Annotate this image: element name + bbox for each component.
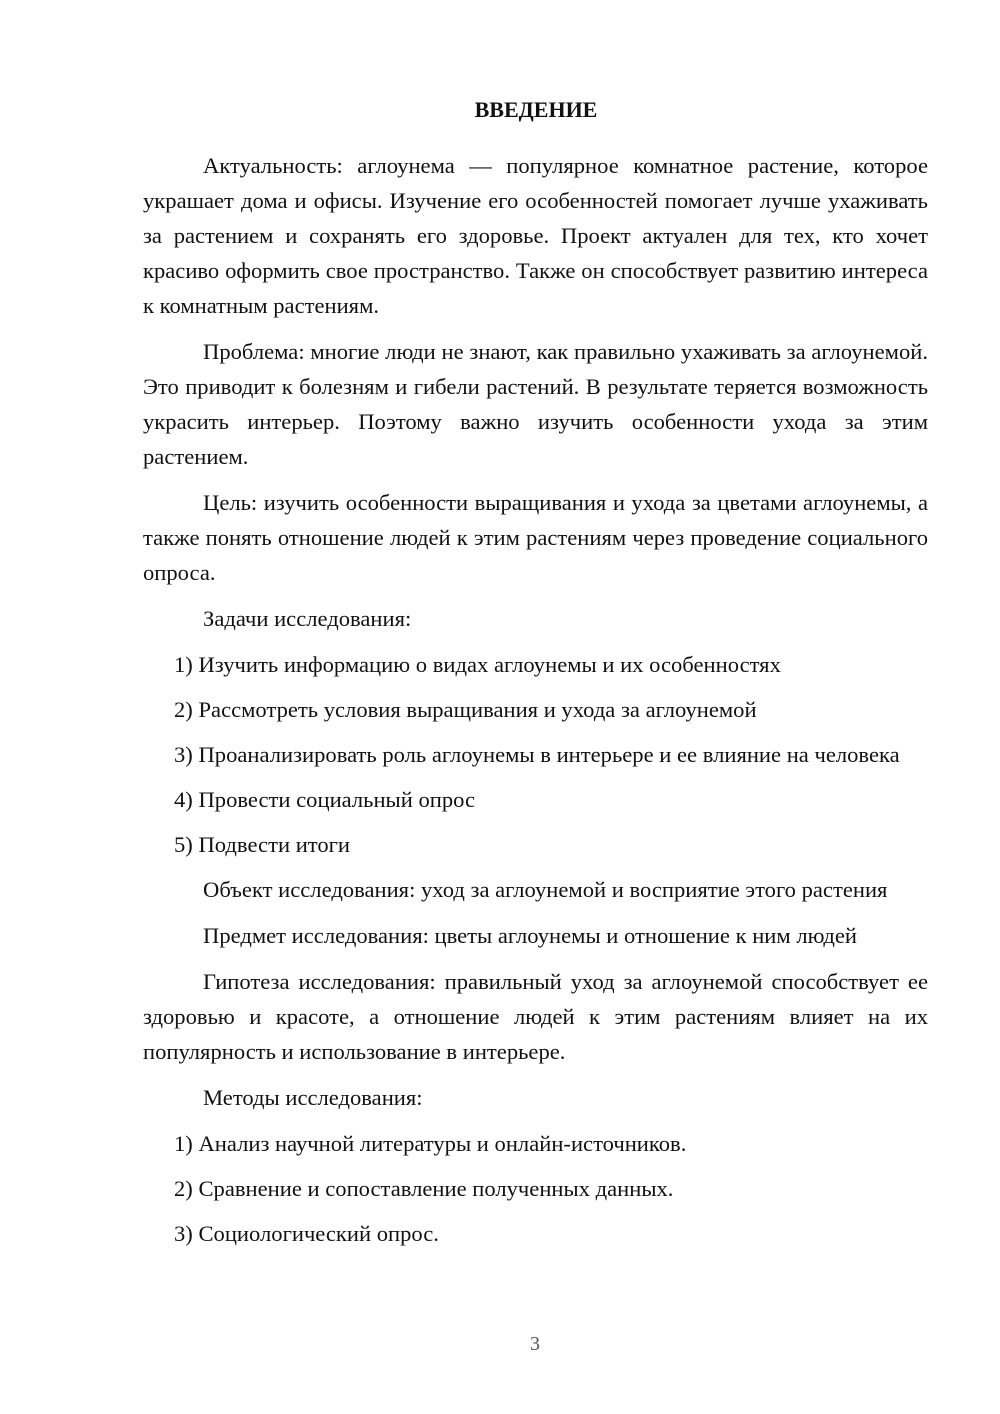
methods-list (143, 1126, 928, 1251)
hypothesis-paragraph: Гипотеза исследования: правильный уход за аглоунемой способствует ее здоровью и красоте, а отношение людей к этим растениям влияет на их популярность и использование в интерьере. (143, 969, 928, 1064)
tasks-list (143, 647, 928, 862)
list-item: 5) Подвести итоги (174, 832, 351, 857)
goal-paragraph: Цель: изучить особенности выращивания и ухода за цветами аглоунемы, а также понять отношение людей к этим растениям через проведение социального опроса. (143, 490, 928, 585)
list-item: 3) Социологический опрос. (174, 1221, 439, 1246)
relevance-paragraph: Актуальность: аглоунема — популярное комнатное растение, которое украшает дома и офисы. Изучение его особенностей помогает лучше ухаживать за растением и сохранять его здоровье. Проект актуален для тех, кто хочет красиво оформить свое пространство. Также он способствует развитию интереса к комнатным растениям. (143, 153, 928, 318)
list-item: 2) Рассмотреть условия выращивания и ухода за аглоунемой (174, 697, 757, 722)
tasks-heading: Задачи исследования: (203, 606, 412, 631)
document-page (143, 92, 928, 1261)
list-item: 1) Анализ научной литературы и онлайн-источников. (174, 1131, 687, 1156)
methods-heading: Методы исследования: (203, 1085, 423, 1110)
list-item: 3) Проанализировать роль аглоунемы в интерьере и ее влияние на человека (174, 742, 900, 767)
object-paragraph: Объект исследования: уход за аглоунемой и восприятие этого растения (203, 877, 888, 902)
section-title: ВВЕДЕНИЕ (474, 97, 598, 122)
page-number: 3 (530, 1333, 540, 1355)
list-item: 1) Изучить информацию о видах аглоунемы и их особенностях (174, 652, 781, 677)
list-item: 4) Провести социальный опрос (174, 787, 476, 812)
list-item: 2) Сравнение и сопоставление полученных данных. (174, 1176, 674, 1201)
problem-paragraph: Проблема: многие люди не знают, как правильно ухаживать за аглоунемой. Это приводит к болезням и гибели растений. В результате теряется возможность украсить интерьер. Поэтому важно изучить особенности ухода за этим растением. (143, 339, 928, 469)
subject-paragraph: Предмет исследования: цветы аглоунемы и отношение к ним людей (203, 923, 857, 948)
